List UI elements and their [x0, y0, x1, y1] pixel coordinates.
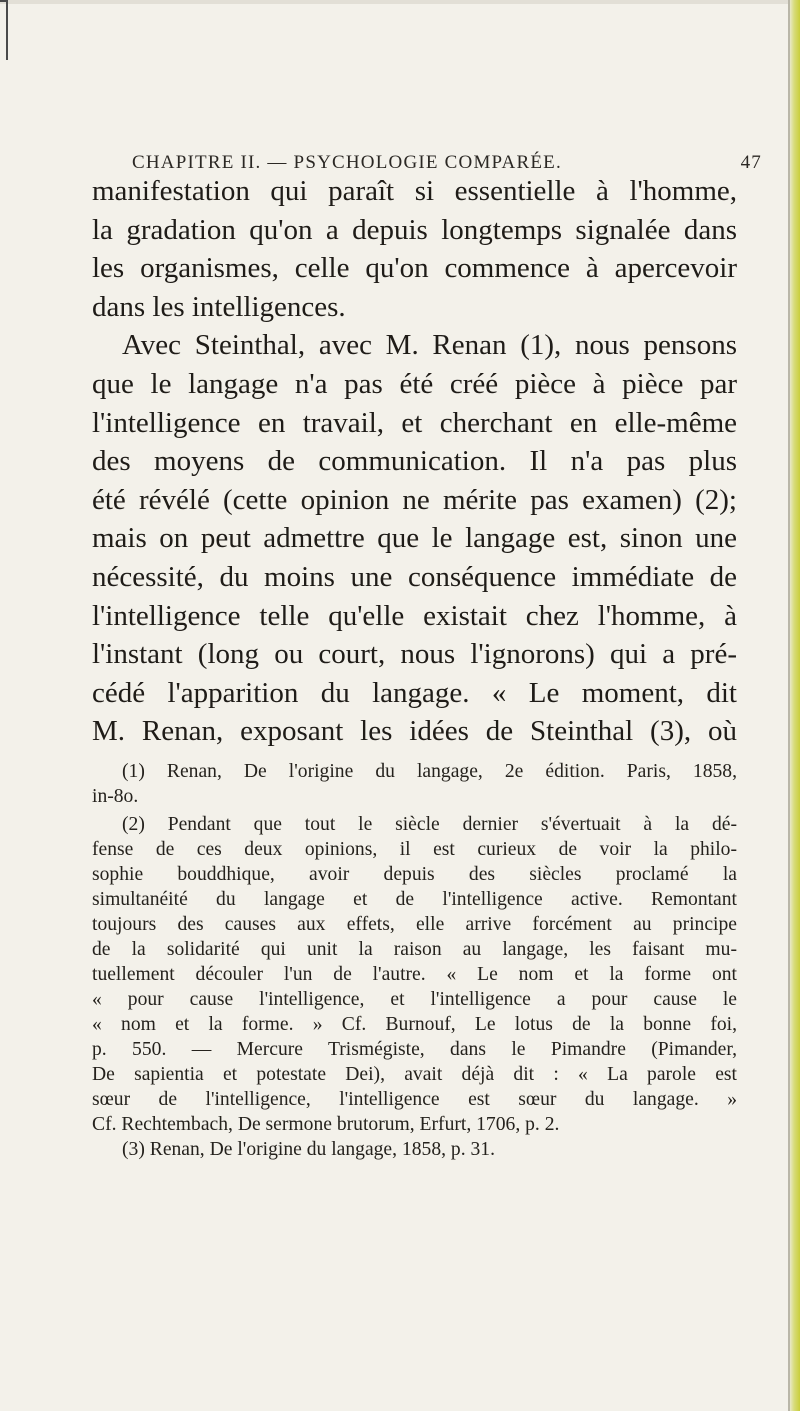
body-line: nécessité, du moins une conséquence immédiate de	[92, 560, 737, 593]
footnote-line: De sapientia et potestate Dei), avait déjà dit : « La parole est	[92, 1064, 737, 1085]
body-line: M. Renan, exposant les idées de Steinthal (3), où	[92, 715, 737, 748]
body-line: que le langage n'a pas été créé pièce à pièce par	[92, 367, 737, 400]
body-line: été révélé (cette opinion ne mérite pas examen) (2);	[92, 483, 737, 516]
footnote-line: fense de ces deux opinions, il est curieux de voir la philo-	[92, 839, 737, 860]
footnote-line: p. 550. — Mercure Trismégiste, dans le Pimandre (Pimander,	[92, 1039, 737, 1060]
footnotes	[92, 759, 737, 1162]
scan-edge-left	[0, 0, 8, 60]
footnote-line: de la solidarité qui unit la raison au langage, les faisant mu-	[92, 939, 737, 960]
body-text	[92, 172, 737, 751]
body-line: dans les intelligences.	[92, 290, 346, 323]
footnote-line: Cf. Rechtembach, De sermone brutorum, Erfurt, 1706, p. 2.	[92, 1114, 560, 1135]
body-line: cédé l'apparition du langage. « Le moment, dit	[92, 676, 737, 709]
body-line: l'intelligence en travail, et cherchant en elle-même	[92, 406, 737, 439]
footnote-line: toujours des causes aux effets, elle arrive forcément au principe	[92, 914, 737, 935]
body-line: l'intelligence telle qu'elle existait chez l'homme, à	[92, 599, 737, 632]
scan-edge-top	[0, 0, 796, 4]
footnote-2: (2) Pendant que tout le siècle dernier s'évertuait à la dé-	[122, 814, 737, 835]
body-line: Avec Steinthal, avec M. Renan (1), nous pensons	[122, 329, 737, 362]
body-line: mais on peut admettre que le langage est, sinon une	[92, 522, 737, 555]
footnote-3: (3) Renan, De l'origine du langage, 1858, p. 31.	[122, 1139, 495, 1160]
footnote-line: « pour cause l'intelligence, et l'intelligence a pour cause le	[92, 989, 737, 1010]
footnote-line: in-8o.	[92, 786, 139, 807]
footnote-line: sophie bouddhique, avoir depuis des siècles proclamé la	[92, 864, 737, 885]
footnote-line: sœur de l'intelligence, l'intelligence est sœur du langage. »	[92, 1089, 737, 1110]
body-line: des moyens de communication. Il n'a pas plus	[92, 445, 737, 478]
body-line: les organismes, celle qu'on commence à apercevoir	[92, 252, 737, 285]
footnote-line: tuellement découler l'un de l'autre. « Le nom et la forme ont	[92, 964, 737, 985]
scan-edge-right	[790, 0, 800, 1411]
page-number: 47	[740, 152, 762, 173]
running-head	[132, 152, 762, 174]
footnote-line: simultanéité du langage et de l'intelligence active. Remontant	[92, 889, 737, 910]
body-line: manifestation qui paraît si essentielle à l'homme,	[92, 175, 737, 207]
body-line: la gradation qu'on a depuis longtemps signalée dans	[92, 213, 737, 246]
body-line: l'instant (long ou court, nous l'ignorons) qui a pré-	[92, 638, 737, 671]
running-head-title: CHAPITRE II. — PSYCHOLOGIE COMPARÉE.	[132, 152, 562, 173]
footnote-1: (1) Renan, De l'origine du langage, 2e édition. Paris, 1858,	[122, 761, 737, 782]
footnote-line: « nom et la forme. » Cf. Burnouf, Le lotus de la bonne foi,	[92, 1014, 737, 1035]
